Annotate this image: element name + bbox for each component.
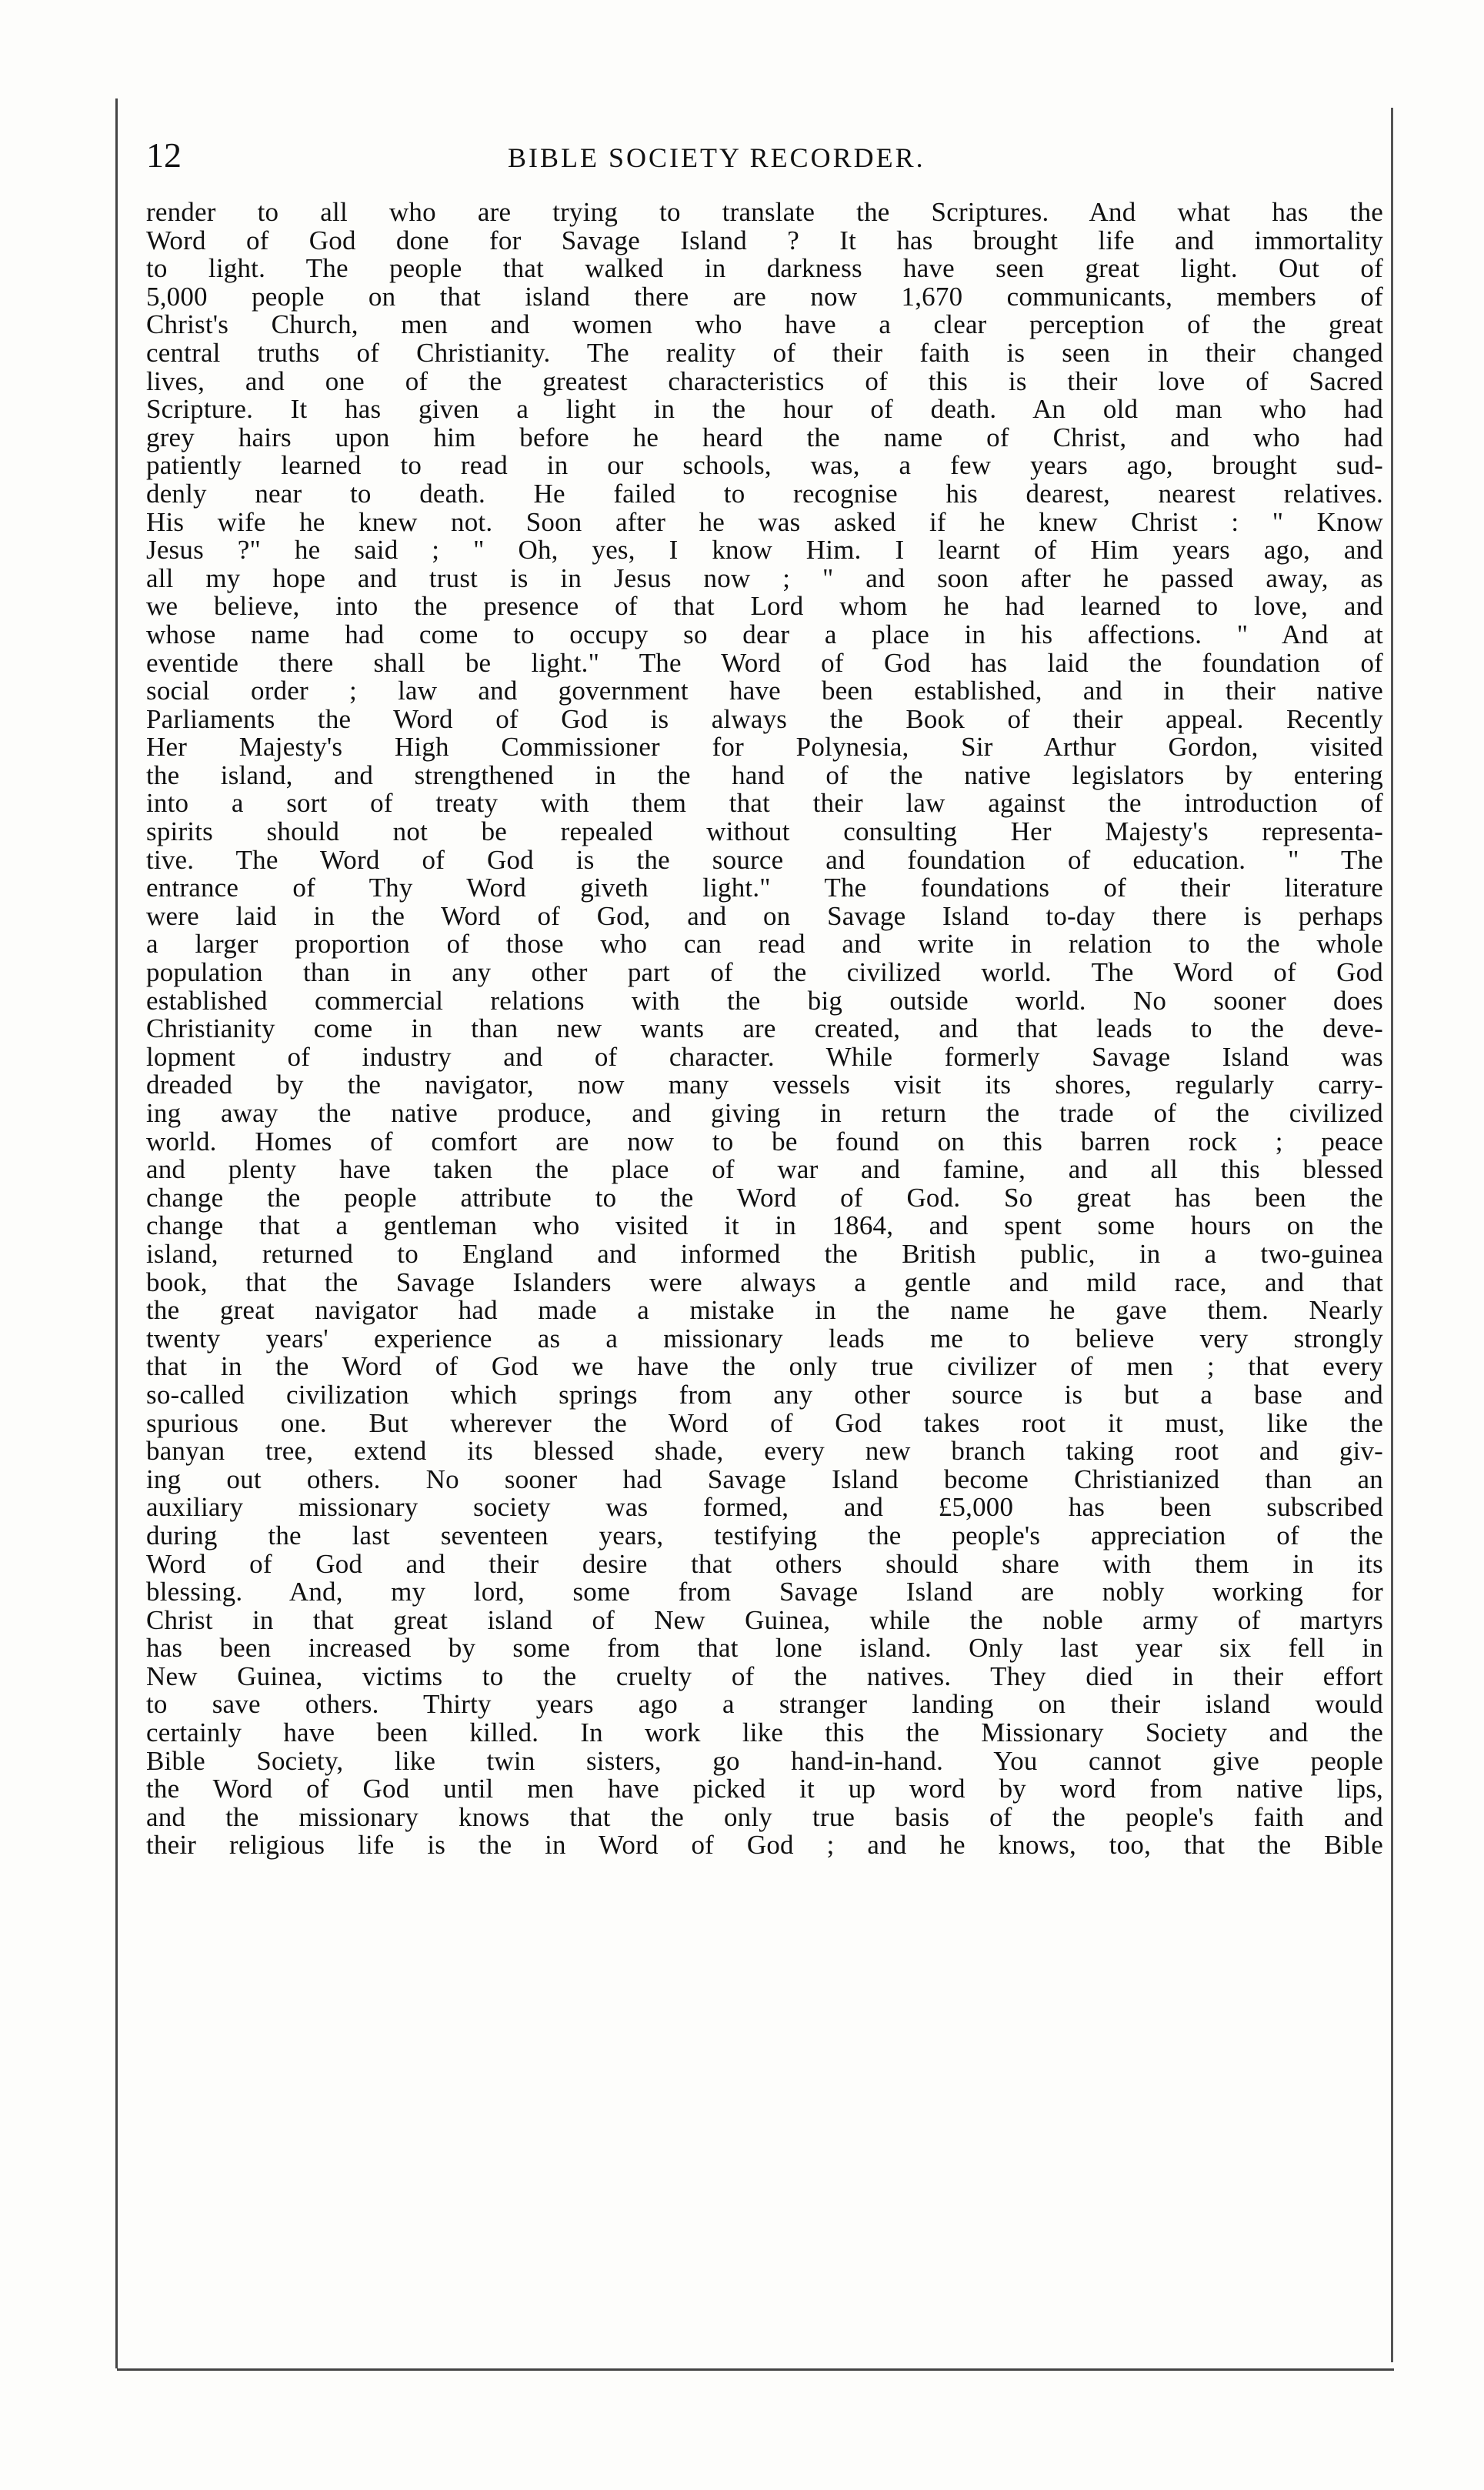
text-line: the island, and strengthened in the hand of the native legislators by entering bbox=[146, 759, 1383, 790]
text-line: world. Homes of comfort are now to be found on this barren rock ; peace bbox=[146, 1126, 1383, 1157]
text-line: change that a gentleman who visited it in 1864, and spent some hours on the bbox=[146, 1210, 1383, 1241]
text-line: patiently learned to read in our schools, was, a few years ago, brought sud- bbox=[146, 450, 1383, 481]
text-line: Jesus ?" he said ; " Oh, yes, I know Him. I learnt of Him years ago, and bbox=[146, 535, 1383, 566]
text-line: lives, and one of the greatest characteristics of this is their love of Sacred bbox=[146, 365, 1383, 396]
text-line: to save others. Thirty years ago a stranger landing on their island would bbox=[146, 1689, 1383, 1720]
text-line: tive. The Word of God is the source and foundation of education. " The bbox=[146, 844, 1383, 875]
text-line: blessing. And, my lord, some from Savage Island are nobly working for bbox=[146, 1577, 1383, 1607]
text-line: island, returned to England and informed the British public, in a two-guinea bbox=[146, 1238, 1383, 1269]
text-line: all my hope and trust is in Jesus now ; " and soon after he passed away, as bbox=[146, 562, 1383, 593]
text-line: established commercial relations with the big outside world. No sooner does bbox=[146, 985, 1383, 1016]
text-line: and the missionary knows that the only true basis of the people's faith and bbox=[146, 1801, 1383, 1832]
text-line: social order ; law and government have been established, and in their native bbox=[146, 676, 1383, 706]
text-line: twenty years' experience as a missionary leads me to believe very strongly bbox=[146, 1323, 1383, 1353]
text-line: denly near to death. He failed to recognise his dearest, nearest relatives. bbox=[146, 478, 1383, 509]
bottom-border-rule bbox=[117, 2368, 1394, 2371]
text-line: Word of God and their desire that others should share with them in its bbox=[146, 1548, 1383, 1579]
text-line: grey hairs upon him before he heard the name of Christ, and who had bbox=[146, 422, 1383, 452]
text-line: spirits should not be repealed without consulting Her Majesty's representa- bbox=[146, 816, 1383, 847]
text-line: spurious one. But wherever the Word of God takes root it must, like the bbox=[146, 1407, 1383, 1438]
text-line: the great navigator had made a mistake in the name he gave them. Nearly bbox=[146, 1295, 1383, 1326]
text-line: a larger proportion of those who can read and write in relation to the whole bbox=[146, 929, 1383, 960]
text-line: so-called civilization which springs from any other source is but a base and bbox=[146, 1379, 1383, 1410]
running-head: BIBLE SOCIETY RECORDER. bbox=[508, 142, 925, 173]
text-line: His wife he knew not. Soon after he was asked if he knew Christ : " Know bbox=[146, 506, 1383, 537]
text-line: Bible Society, like twin sisters, go hand-in-hand. You cannot give people bbox=[146, 1745, 1383, 1776]
text-line: Christianity come in than new wants are created, and that leads to the deve- bbox=[146, 1013, 1383, 1044]
text-line: we believe, into the presence of that Lord whom he had learned to love, and bbox=[146, 591, 1383, 622]
text-line: population than in any other part of the civilized world. The Word of God bbox=[146, 957, 1383, 988]
text-line: that in the Word of God we have the only true civilizer of men ; that every bbox=[146, 1351, 1383, 1382]
body-text bbox=[146, 199, 1383, 1860]
right-border-rule bbox=[1391, 108, 1393, 2362]
text-line: Scripture. It has given a light in the hour of death. An old man who had bbox=[146, 394, 1383, 425]
text-line: ing out others. No sooner had Savage Island become Christianized than an bbox=[146, 1464, 1383, 1494]
text-line: Word of God done for Savage Island ? It has brought life and immortality bbox=[146, 225, 1383, 255]
text-line: Christ's Church, men and women who have a clear perception of the great bbox=[146, 309, 1383, 340]
text-line: certainly have been killed. In work like this the Missionary Society and the bbox=[146, 1717, 1383, 1748]
text-line: lopment of industry and of character. While formerly Savage Island was bbox=[146, 1041, 1383, 1072]
text-line: Parliaments the Word of God is always the Book of their appeal. Recently bbox=[146, 703, 1383, 734]
text-line: book, that the Savage Islanders were always a gentle and mild race, and that bbox=[146, 1267, 1383, 1297]
text-line: change the people attribute to the Word of God. So great has been the bbox=[146, 1182, 1383, 1213]
text-line: central truths of Christianity. The reality of their faith is seen in their changed bbox=[146, 337, 1383, 368]
text-line: New Guinea, victims to the cruelty of the natives. They died in their effort bbox=[146, 1661, 1383, 1691]
text-line: their religious life is the in Word of God ; and he knows, too, that the Bible bbox=[146, 1830, 1383, 1861]
text-line: has been increased by some from that lone island. Only last year six fell in bbox=[146, 1633, 1383, 1664]
text-line: the Word of God until men have picked it up word by word from native lips, bbox=[146, 1774, 1383, 1804]
text-line: render to all who are trying to translate the Scriptures. And what has the bbox=[146, 197, 1383, 227]
text-line: ing away the native produce, and giving in return the trade of the civilized bbox=[146, 1098, 1383, 1128]
text-line: Her Majesty's High Commissioner for Polynesia, Sir Arthur Gordon, visited bbox=[146, 732, 1383, 763]
text-line: were laid in the Word of God, and on Savage Island to-day there is perhaps bbox=[146, 900, 1383, 931]
text-line: banyan tree, extend its blessed shade, every new branch taking root and giv- bbox=[146, 1436, 1383, 1467]
text-line: and plenty have taken the place of war and famine, and all this blessed bbox=[146, 1154, 1383, 1185]
text-line: whose name had come to occupy so dear a place in his affections. " And at bbox=[146, 619, 1383, 649]
text-line: auxiliary missionary society was formed, and £5,000 has been subscribed bbox=[146, 1492, 1383, 1523]
text-line: 5,000 people on that island there are now 1,670 communicants, members of bbox=[146, 281, 1383, 312]
page-header bbox=[146, 132, 1377, 186]
page-number: 12 bbox=[146, 135, 182, 175]
text-line: during the last seventeen years, testifying the people's appreciation of the bbox=[146, 1520, 1383, 1550]
text-line: dreaded by the navigator, now many vessels visit its shores, regularly carry- bbox=[146, 1070, 1383, 1100]
text-line: into a sort of treaty with them that their law against the introduction of bbox=[146, 788, 1383, 819]
text-line: to light. The people that walked in darkness have seen great light. Out of bbox=[146, 253, 1383, 284]
text-line: eventide there shall be light." The Word of God has laid the foundation of bbox=[146, 647, 1383, 678]
text-line: Christ in that great island of New Guinea, while the noble army of martyrs bbox=[146, 1604, 1383, 1635]
left-border-rule bbox=[115, 98, 118, 2368]
text-line: entrance of Thy Word giveth light." The foundations of their literature bbox=[146, 873, 1383, 903]
